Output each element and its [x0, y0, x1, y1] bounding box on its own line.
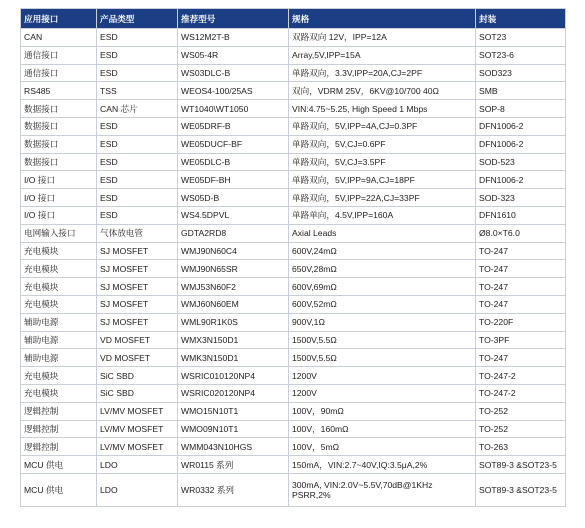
spec-cell: 600V,52mΩ [289, 295, 476, 313]
model-cell: WML90R1K0S [178, 313, 289, 331]
spec-cell: 单路双向，5V,CJ=0.6PF [289, 135, 476, 153]
application-cell: 辅助电源 [21, 349, 97, 367]
package-cell: SOT89-3 &SOT23-5 [476, 473, 566, 506]
table-row [21, 171, 566, 189]
spec-cell: 600V,24mΩ [289, 242, 476, 260]
application-cell: 数据接口 [21, 117, 97, 135]
application-cell: 充电模块 [21, 367, 97, 385]
product-table [20, 8, 566, 507]
application-cell: CAN [21, 29, 97, 47]
spec-cell: 单路双向，3.3V,IPP=20A,CJ=2PF [289, 64, 476, 82]
package-cell: SOP-8 [476, 100, 566, 118]
header-package: 封装 [476, 9, 566, 29]
spec-cell: 单路双向，5V,IPP=9A,CJ=18PF [289, 171, 476, 189]
package-cell: TO-247 [476, 295, 566, 313]
model-cell: WMO09N10T1 [178, 420, 289, 438]
application-cell: I/O 接口 [21, 206, 97, 224]
table-row [21, 313, 566, 331]
table-row [21, 473, 566, 506]
table-row [21, 402, 566, 420]
spec-cell: 300mA, VIN:2.0V~5.5V,70dB@1KHz PSRR,2% [289, 473, 476, 506]
application-cell: 充电模块 [21, 295, 97, 313]
package-cell: SMB [476, 82, 566, 100]
table-row [21, 135, 566, 153]
package-cell: TO-247 [476, 242, 566, 260]
application-cell: 数据接口 [21, 153, 97, 171]
model-cell: WSRIC020120NP4 [178, 384, 289, 402]
package-cell: TO-263 [476, 438, 566, 456]
application-cell: 辅助电源 [21, 331, 97, 349]
package-cell: TO-247-2 [476, 367, 566, 385]
spec-cell: 1500V,5.5Ω [289, 349, 476, 367]
table-row [21, 278, 566, 296]
product-type-cell: LDO [97, 456, 178, 474]
header-specification: 规格 [289, 9, 476, 29]
model-cell: WEOS4-100/25AS [178, 82, 289, 100]
product-type-cell: LV/MV MOSFET [97, 438, 178, 456]
spec-cell: 1200V [289, 384, 476, 402]
table-header-row [21, 9, 566, 29]
model-cell: WMX3N150D1 [178, 331, 289, 349]
spec-cell: 100V，5mΩ [289, 438, 476, 456]
spec-cell: 单路单向，4.5V,IPP=160A [289, 206, 476, 224]
package-cell: SOT23 [476, 29, 566, 47]
package-cell: TO-3PF [476, 331, 566, 349]
table-row [21, 224, 566, 242]
package-cell: TO-247 [476, 349, 566, 367]
application-cell: 通信接口 [21, 64, 97, 82]
spec-cell: 100V，90mΩ [289, 402, 476, 420]
package-cell: TO-247 [476, 260, 566, 278]
package-cell: SOD323 [476, 64, 566, 82]
product-type-cell: LV/MV MOSFET [97, 402, 178, 420]
table-row [21, 384, 566, 402]
spec-cell: 650V,28mΩ [289, 260, 476, 278]
table-row [21, 100, 566, 118]
spec-cell: 双路双向 12V，IPP=12A [289, 29, 476, 47]
table-row [21, 295, 566, 313]
package-cell: DFN1006-2 [476, 135, 566, 153]
application-cell: I/O 接口 [21, 171, 97, 189]
application-cell: 电网输入接口 [21, 224, 97, 242]
model-cell: WSRIC010120NP4 [178, 367, 289, 385]
application-cell: I/O 接口 [21, 189, 97, 207]
product-type-cell: ESD [97, 29, 178, 47]
model-cell: WMO15N10T1 [178, 402, 289, 420]
spec-cell: 1200V [289, 367, 476, 385]
model-cell: WS03DLC-B [178, 64, 289, 82]
product-type-cell: CAN 芯片 [97, 100, 178, 118]
product-type-cell: ESD [97, 189, 178, 207]
product-table-container [20, 8, 565, 507]
product-type-cell: LDO [97, 473, 178, 506]
spec-cell: 600V,69mΩ [289, 278, 476, 296]
model-cell: WR0115 系列 [178, 456, 289, 474]
model-cell: WS05D-B [178, 189, 289, 207]
package-cell: SOD-323 [476, 189, 566, 207]
product-type-cell: SiC SBD [97, 384, 178, 402]
table-row [21, 64, 566, 82]
model-cell: WS05-4R [178, 46, 289, 64]
header-application-interface: 应用接口 [21, 9, 97, 29]
package-cell: TO-252 [476, 420, 566, 438]
table-row [21, 420, 566, 438]
application-cell: 数据接口 [21, 100, 97, 118]
model-cell: WE05DF-BH [178, 171, 289, 189]
model-cell: WS12M2T-B [178, 29, 289, 47]
product-type-cell: SJ MOSFET [97, 260, 178, 278]
application-cell: 辅助电源 [21, 313, 97, 331]
application-cell: RS485 [21, 82, 97, 100]
product-type-cell: VD MOSFET [97, 331, 178, 349]
spec-cell: 100V，160mΩ [289, 420, 476, 438]
product-type-cell: ESD [97, 46, 178, 64]
table-row [21, 189, 566, 207]
spec-cell: 单路双向，5V,CJ=3.5PF [289, 153, 476, 171]
table-row [21, 29, 566, 47]
model-cell: WMK3N150D1 [178, 349, 289, 367]
package-cell: TO-252 [476, 402, 566, 420]
model-cell: WT1040\WT1050 [178, 100, 289, 118]
model-cell: WE05DLC-B [178, 153, 289, 171]
model-cell: WE05DRF-B [178, 117, 289, 135]
product-type-cell: ESD [97, 206, 178, 224]
table-row [21, 456, 566, 474]
product-type-cell: SJ MOSFET [97, 242, 178, 260]
application-cell: 逻辑控制 [21, 420, 97, 438]
package-cell: SOT89-3 &SOT23-5 [476, 456, 566, 474]
model-cell: WR0332 系列 [178, 473, 289, 506]
application-cell: 数据接口 [21, 135, 97, 153]
table-row [21, 153, 566, 171]
spec-cell: 双向，VDRM 25V，6KV@10/700 40Ω [289, 82, 476, 100]
product-type-cell: 气体放电管 [97, 224, 178, 242]
application-cell: 充电模块 [21, 260, 97, 278]
product-type-cell: ESD [97, 135, 178, 153]
product-type-cell: TSS [97, 82, 178, 100]
table-row [21, 242, 566, 260]
table-row [21, 438, 566, 456]
model-cell: GDTA2RD8 [178, 224, 289, 242]
table-row [21, 331, 566, 349]
spec-cell: 150mA，VIN:2.7~40V,IQ:3.5μA,2% [289, 456, 476, 474]
product-type-cell: ESD [97, 171, 178, 189]
product-type-cell: SJ MOSFET [97, 295, 178, 313]
model-cell: WMM043N10HGS [178, 438, 289, 456]
package-cell: SOT23-6 [476, 46, 566, 64]
header-product-type: 产品类型 [97, 9, 178, 29]
table-row [21, 367, 566, 385]
header-recommended-model: 推荐型号 [178, 9, 289, 29]
application-cell: 通信接口 [21, 46, 97, 64]
package-cell: TO-247-2 [476, 384, 566, 402]
spec-cell: VIN:4.75~5.25, High Speed 1 Mbps [289, 100, 476, 118]
package-cell: DFN1006-2 [476, 117, 566, 135]
application-cell: 逻辑控制 [21, 402, 97, 420]
application-cell: 充电模块 [21, 384, 97, 402]
package-cell: DFN1006-2 [476, 171, 566, 189]
table-row [21, 206, 566, 224]
spec-cell: Axial Leads [289, 224, 476, 242]
product-type-cell: SJ MOSFET [97, 313, 178, 331]
model-cell: WMJ53N60F2 [178, 278, 289, 296]
product-type-cell: LV/MV MOSFET [97, 420, 178, 438]
model-cell: WMJ90N65SR [178, 260, 289, 278]
model-cell: WE05DUCF-BF [178, 135, 289, 153]
product-type-cell: VD MOSFET [97, 349, 178, 367]
package-cell: TO-247 [476, 278, 566, 296]
application-cell: 逻辑控制 [21, 438, 97, 456]
product-type-cell: ESD [97, 117, 178, 135]
product-type-cell: SiC SBD [97, 367, 178, 385]
table-row [21, 117, 566, 135]
product-type-cell: ESD [97, 64, 178, 82]
spec-cell: 单路双向，5V,IPP=4A,CJ=0.3PF [289, 117, 476, 135]
model-cell: WMJ90N60C4 [178, 242, 289, 260]
model-cell: WS4.5DPVL [178, 206, 289, 224]
table-row [21, 46, 566, 64]
package-cell: DFN1610 [476, 206, 566, 224]
spec-cell: Array,5V,IPP=15A [289, 46, 476, 64]
application-cell: 充电模块 [21, 278, 97, 296]
spec-cell: 1500V,5.5Ω [289, 331, 476, 349]
application-cell: MCU 供电 [21, 473, 97, 506]
package-cell: TO-220F [476, 313, 566, 331]
table-row [21, 82, 566, 100]
package-cell: Ø8.0×T6.0 [476, 224, 566, 242]
table-row [21, 260, 566, 278]
package-cell: SOD-523 [476, 153, 566, 171]
application-cell: MCU 供电 [21, 456, 97, 474]
table-row [21, 349, 566, 367]
product-type-cell: ESD [97, 153, 178, 171]
product-type-cell: SJ MOSFET [97, 278, 178, 296]
spec-cell: 900V,1Ω [289, 313, 476, 331]
model-cell: WMJ60N60EM [178, 295, 289, 313]
spec-cell: 单路双向，5V,IPP=22A,CJ=33PF [289, 189, 476, 207]
application-cell: 充电模块 [21, 242, 97, 260]
